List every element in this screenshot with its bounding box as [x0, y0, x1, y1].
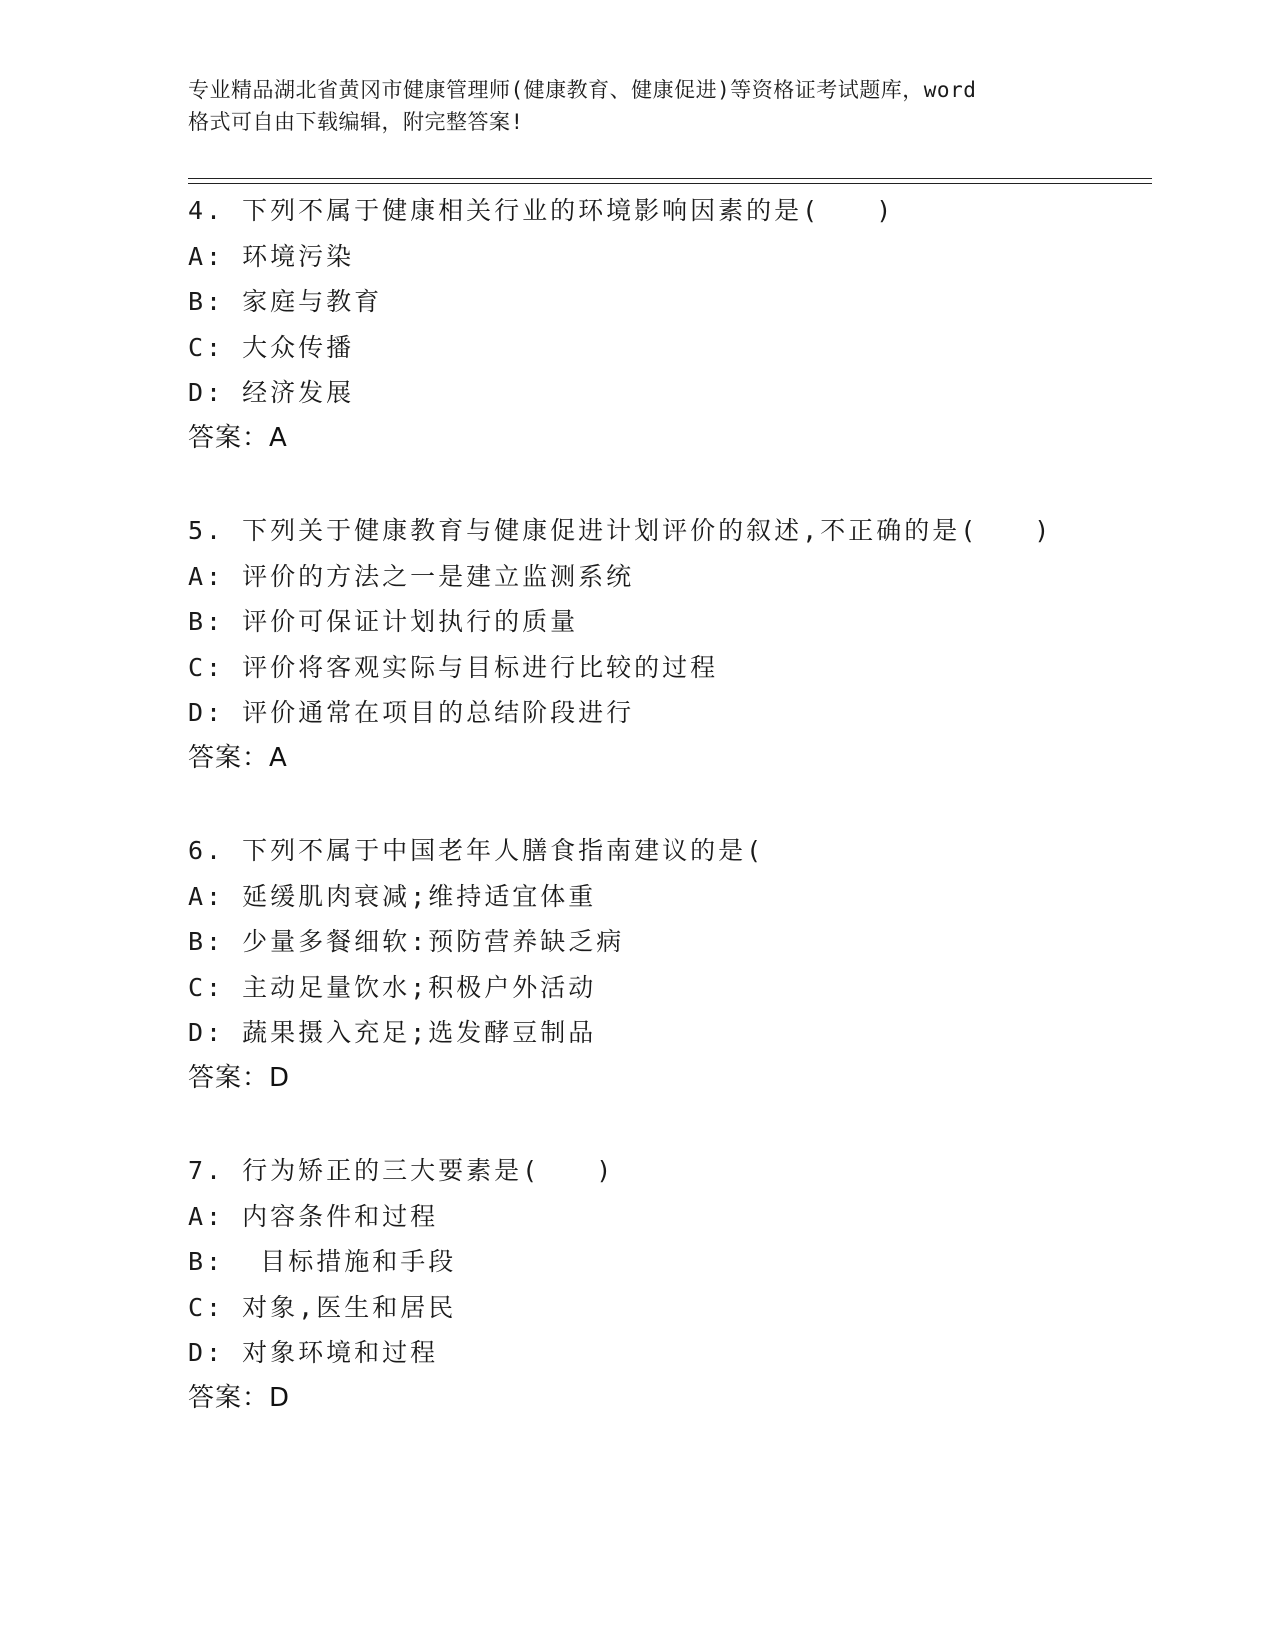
option-c: C: 主动足量饮水;积极户外活动	[188, 972, 597, 1002]
option-a: A: 内容条件和过程	[188, 1201, 439, 1231]
question-block-7	[188, 1148, 1188, 1421]
option-b: B: 目标措施和手段	[188, 1247, 457, 1276]
document-header-note	[188, 74, 1088, 138]
option-b: B: 少量多餐细软:预防营养缺乏病	[188, 927, 625, 956]
option-c: C: 评价将客观实际与目标进行比较的过程	[188, 652, 719, 682]
header-line-2: 格式可自由下载编辑，附完整答案!	[188, 110, 524, 134]
header-divider-top	[188, 178, 1152, 179]
option-a: A: 环境污染	[188, 241, 355, 271]
header-divider-bottom	[188, 183, 1152, 184]
answer-label: 答案：D	[188, 1062, 291, 1093]
question-stem: 6. 下列不属于中国老年人膳食指南建议的是(	[188, 836, 765, 865]
option-d: D: 评价通常在项目的总结阶段进行	[188, 698, 635, 727]
question-block-4	[188, 188, 1188, 461]
answer-label: 答案：A	[188, 742, 288, 773]
answer-label: 答案：D	[188, 1382, 291, 1413]
option-d: D: 蔬果摄入充足;选发酵豆制品	[188, 1018, 597, 1047]
answer-label: 答案：A	[188, 422, 288, 453]
question-stem: 7. 行为矫正的三大要素是( )	[188, 1156, 615, 1185]
option-a: A: 延缓肌肉衰减;维持适宜体重	[188, 881, 597, 911]
option-b: B: 评价可保证计划执行的质量	[188, 607, 579, 636]
option-a: A: 评价的方法之一是建立监测系统	[188, 561, 635, 591]
header-line-1: 专业精品湖北省黄冈市健康管理师(健康教育、健康促进)等资格证考试题库，word	[188, 78, 977, 102]
option-c: C: 大众传播	[188, 332, 355, 362]
question-block-6	[188, 828, 1188, 1101]
question-stem: 4. 下列不属于健康相关行业的环境影响因素的是( )	[188, 196, 895, 225]
option-d: D: 对象环境和过程	[188, 1338, 439, 1367]
question-block-5	[188, 508, 1188, 781]
option-b: B: 家庭与教育	[188, 287, 383, 316]
option-c: C: 对象,医生和居民	[188, 1292, 457, 1322]
question-stem: 5. 下列关于健康教育与健康促进计划评价的叙述,不正确的是( )	[188, 516, 1053, 545]
option-d: D: 经济发展	[188, 378, 355, 407]
